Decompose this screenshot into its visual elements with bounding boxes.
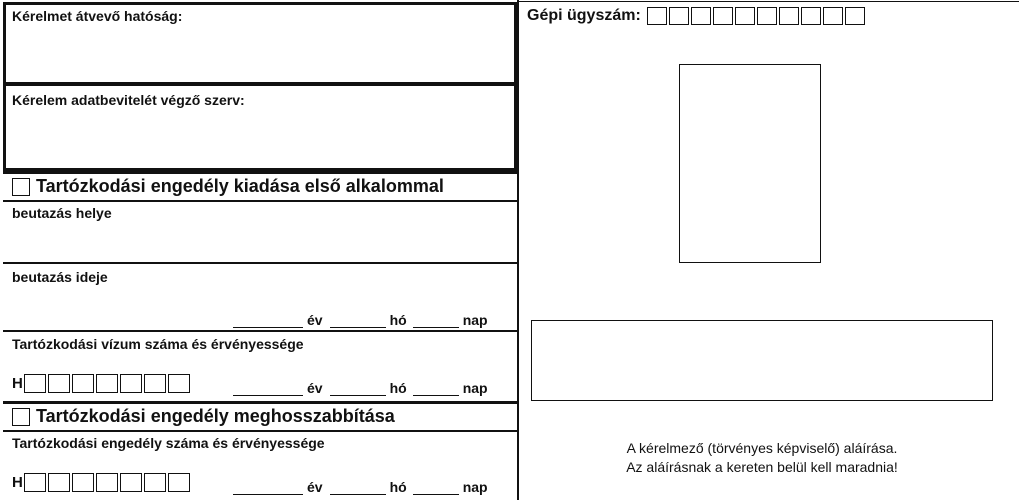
first-issue-checkbox[interactable] bbox=[12, 178, 30, 196]
visa-number-boxes bbox=[24, 374, 192, 393]
permit-digit-box[interactable] bbox=[72, 473, 94, 492]
day-field[interactable] bbox=[413, 381, 459, 396]
year-field[interactable] bbox=[233, 480, 303, 495]
permit-digit-box[interactable] bbox=[144, 473, 166, 492]
month-field[interactable] bbox=[330, 381, 386, 396]
case-digit-box[interactable] bbox=[669, 7, 689, 25]
permit-prefix: H bbox=[12, 474, 23, 491]
visa-digit-box[interactable] bbox=[120, 374, 142, 393]
day-unit: nap bbox=[462, 380, 488, 396]
permit-digit-box[interactable] bbox=[96, 473, 118, 492]
authority-label: Kérelmet átvevő hatóság: bbox=[12, 8, 183, 24]
case-number-row bbox=[527, 7, 867, 25]
permit-number-row bbox=[12, 473, 192, 492]
year-field[interactable] bbox=[233, 381, 303, 396]
signature-caption-line1: A kérelmező (törvényes képviselő) aláírása. bbox=[626, 440, 898, 456]
permit-digit-box[interactable] bbox=[48, 473, 70, 492]
day-field[interactable] bbox=[413, 480, 459, 495]
visa-digit-box[interactable] bbox=[144, 374, 166, 393]
case-digit-box[interactable] bbox=[713, 7, 733, 25]
divider bbox=[3, 401, 517, 404]
entry-date-row bbox=[233, 312, 488, 328]
case-digit-box[interactable] bbox=[801, 7, 821, 25]
first-issue-header bbox=[12, 176, 444, 197]
entry-date-label: beutazás ideje bbox=[12, 269, 108, 285]
top-edge-line bbox=[519, 1, 1019, 2]
month-unit: hó bbox=[389, 479, 407, 495]
divider bbox=[3, 430, 517, 432]
signature-caption-line2: Az aláírásnak a kereten belül kell maradnia! bbox=[626, 459, 898, 475]
permit-number-boxes bbox=[24, 473, 192, 492]
data-entry-label: Kérelem adatbevitelét végző szerv: bbox=[12, 92, 245, 108]
visa-digit-box[interactable] bbox=[48, 374, 70, 393]
month-unit: hó bbox=[389, 380, 407, 396]
signature-caption bbox=[531, 439, 993, 477]
permit-label: Tartózkodási engedély száma és érvényessége bbox=[12, 435, 325, 451]
case-number-boxes bbox=[647, 7, 867, 25]
first-issue-title: Tartózkodási engedély kiadása első alkalommal bbox=[36, 176, 444, 196]
entry-place-label: beutazás helye bbox=[12, 205, 112, 221]
divider bbox=[3, 171, 517, 174]
visa-label: Tartózkodási vízum száma és érvényessége bbox=[12, 336, 304, 352]
visa-prefix: H bbox=[12, 375, 23, 392]
visa-date-row bbox=[233, 380, 488, 396]
permit-digit-box[interactable] bbox=[24, 473, 46, 492]
case-number-label: Gépi ügyszám: bbox=[527, 7, 641, 24]
case-digit-box[interactable] bbox=[845, 7, 865, 25]
year-unit: év bbox=[307, 312, 323, 328]
extension-header bbox=[12, 406, 395, 427]
visa-digit-box[interactable] bbox=[168, 374, 190, 393]
month-unit: hó bbox=[389, 312, 407, 328]
divider bbox=[3, 330, 517, 332]
permit-date-row bbox=[233, 479, 488, 495]
day-unit: nap bbox=[462, 312, 488, 328]
year-unit: év bbox=[307, 479, 323, 495]
divider bbox=[3, 262, 517, 264]
day-field[interactable] bbox=[413, 313, 459, 328]
visa-digit-box[interactable] bbox=[96, 374, 118, 393]
signature-frame[interactable] bbox=[531, 320, 993, 401]
permit-digit-box[interactable] bbox=[168, 473, 190, 492]
extension-checkbox[interactable] bbox=[12, 408, 30, 426]
case-digit-box[interactable] bbox=[779, 7, 799, 25]
extension-title: Tartózkodási engedély meghosszabbítása bbox=[36, 406, 395, 426]
year-field[interactable] bbox=[233, 313, 303, 328]
case-digit-box[interactable] bbox=[691, 7, 711, 25]
year-unit: év bbox=[307, 380, 323, 396]
photo-frame bbox=[679, 64, 821, 263]
day-unit: nap bbox=[462, 479, 488, 495]
case-digit-box[interactable] bbox=[735, 7, 755, 25]
divider bbox=[3, 200, 517, 202]
case-digit-box[interactable] bbox=[823, 7, 843, 25]
month-field[interactable] bbox=[330, 313, 386, 328]
case-digit-box[interactable] bbox=[647, 7, 667, 25]
visa-digit-box[interactable] bbox=[24, 374, 46, 393]
month-field[interactable] bbox=[330, 480, 386, 495]
visa-number-row bbox=[12, 374, 192, 393]
visa-digit-box[interactable] bbox=[72, 374, 94, 393]
case-digit-box[interactable] bbox=[757, 7, 777, 25]
permit-digit-box[interactable] bbox=[120, 473, 142, 492]
